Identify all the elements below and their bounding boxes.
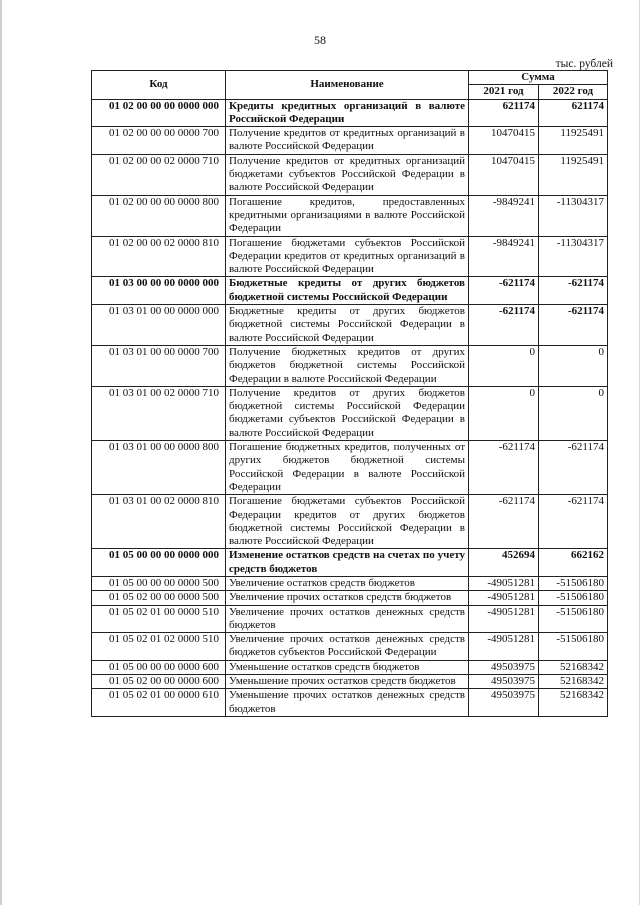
- row-code: 01 05 02 00 00 0000 600: [92, 675, 226, 689]
- row-value-2022: 52168342: [539, 660, 608, 674]
- table-row: [92, 675, 608, 689]
- row-name: Погашение бюджетами субъектов Российской Федерации кредитов от других бюджетов бюджетной системы Российской Федерации в валюте Российской Федерации: [226, 495, 469, 549]
- units-label: тыс. рублей: [555, 58, 613, 70]
- row-value-2022: -621174: [539, 305, 608, 346]
- row-name: Получение кредитов от кредитных организаций бюджетами субъектов Российской Федерации в валюте Российской Федерации: [226, 154, 469, 195]
- row-code: 01 02 00 00 00 0000 000: [92, 99, 226, 127]
- row-value-2021: 10470415: [469, 127, 539, 155]
- row-value-2022: -51506180: [539, 633, 608, 661]
- row-value-2022: 0: [539, 345, 608, 386]
- row-value-2021: 621174: [469, 99, 539, 127]
- table-body: [92, 99, 608, 716]
- row-name: Бюджетные кредиты от других бюджетов бюджетной системы Российской Федерации в валюте Российской Федерации: [226, 305, 469, 346]
- table-row: [92, 591, 608, 605]
- row-code: 01 02 00 00 00 0000 700: [92, 127, 226, 155]
- row-value-2022: 11925491: [539, 127, 608, 155]
- row-value-2022: 11925491: [539, 154, 608, 195]
- table-row: [92, 277, 608, 305]
- row-value-2021: 0: [469, 386, 539, 440]
- table-row: [92, 660, 608, 674]
- table-row: [92, 386, 608, 440]
- row-value-2021: 49503975: [469, 689, 539, 717]
- row-code: 01 05 00 00 00 0000 000: [92, 549, 226, 577]
- table-row: [92, 154, 608, 195]
- row-value-2022: -621174: [539, 441, 608, 495]
- row-name: Уменьшение прочих остатков денежных средств бюджетов: [226, 689, 469, 717]
- table-row: [92, 633, 608, 661]
- row-value-2022: 52168342: [539, 689, 608, 717]
- row-code: 01 05 00 00 00 0000 600: [92, 660, 226, 674]
- row-name: Уменьшение прочих остатков средств бюджетов: [226, 675, 469, 689]
- row-name: Увеличение остатков средств бюджетов: [226, 576, 469, 590]
- row-code: 01 03 00 00 00 0000 000: [92, 277, 226, 305]
- table-row: [92, 127, 608, 155]
- row-value-2021: -9849241: [469, 195, 539, 236]
- header-sum: Сумма: [469, 71, 608, 85]
- row-name: Кредиты кредитных организаций в валюте Российской Федерации: [226, 99, 469, 127]
- row-value-2022: 0: [539, 386, 608, 440]
- row-name: Погашение бюджетами субъектов Российской Федерации кредитов от кредитных организаций в валюте Российской Федерации: [226, 236, 469, 277]
- row-value-2021: 452694: [469, 549, 539, 577]
- row-value-2022: -621174: [539, 277, 608, 305]
- row-code: 01 03 01 00 00 0000 800: [92, 441, 226, 495]
- row-value-2022: -51506180: [539, 605, 608, 633]
- row-value-2022: -51506180: [539, 576, 608, 590]
- row-value-2021: -621174: [469, 277, 539, 305]
- header-code: Код: [92, 71, 226, 100]
- row-value-2021: -49051281: [469, 633, 539, 661]
- table-row: [92, 605, 608, 633]
- row-code: 01 03 01 00 02 0000 810: [92, 495, 226, 549]
- row-value-2021: 0: [469, 345, 539, 386]
- page-number: 58: [314, 33, 326, 47]
- row-name: Погашение кредитов, предоставленных кредитными организациями в валюте Российской Федерации: [226, 195, 469, 236]
- table-row: [92, 689, 608, 717]
- row-name: Получение кредитов от других бюджетов бюджетной системы Российской Федерации бюджетами субъектов Российской Федерации в валюте Российской Федерации: [226, 386, 469, 440]
- row-name: Бюджетные кредиты от других бюджетов бюджетной системы Российской Федерации: [226, 277, 469, 305]
- table-row: [92, 495, 608, 549]
- table-row: [92, 195, 608, 236]
- table-row: [92, 236, 608, 277]
- table-row: [92, 549, 608, 577]
- row-code: 01 05 02 01 00 0000 610: [92, 689, 226, 717]
- row-value-2021: -621174: [469, 305, 539, 346]
- scan-edge-left: [0, 0, 2, 905]
- table-row: [92, 345, 608, 386]
- row-code: 01 03 01 00 00 0000 000: [92, 305, 226, 346]
- row-value-2022: 662162: [539, 549, 608, 577]
- row-code: 01 03 01 00 02 0000 710: [92, 386, 226, 440]
- header-year-2022: 2022 год: [539, 85, 608, 99]
- table-row: [92, 305, 608, 346]
- row-value-2021: 49503975: [469, 675, 539, 689]
- row-name: Погашение бюджетных кредитов, полученных от других бюджетов бюджетной системы Российской Федерации в валюте Российской Федерации: [226, 441, 469, 495]
- header-year-2021: 2021 год: [469, 85, 539, 99]
- budget-table: [91, 70, 608, 717]
- table-header: [92, 71, 608, 100]
- row-code: 01 03 01 00 00 0000 700: [92, 345, 226, 386]
- row-name: Изменение остатков средств на счетах по учету средств бюджетов: [226, 549, 469, 577]
- row-code: 01 02 00 00 00 0000 800: [92, 195, 226, 236]
- row-code: 01 05 02 01 00 0000 510: [92, 605, 226, 633]
- row-code: 01 05 02 01 02 0000 510: [92, 633, 226, 661]
- row-code: 01 05 02 00 00 0000 500: [92, 591, 226, 605]
- row-name: Получение бюджетных кредитов от других бюджетов бюджетной системы Российской Федерации в валюте Российской Федерации: [226, 345, 469, 386]
- row-value-2021: -621174: [469, 441, 539, 495]
- row-value-2022: -11304317: [539, 195, 608, 236]
- row-name: Увеличение прочих остатков денежных средств бюджетов субъектов Российской Федерации: [226, 633, 469, 661]
- row-name: Увеличение прочих остатков денежных средств бюджетов: [226, 605, 469, 633]
- row-value-2022: -51506180: [539, 591, 608, 605]
- row-value-2021: -49051281: [469, 576, 539, 590]
- row-value-2021: -9849241: [469, 236, 539, 277]
- row-value-2022: -11304317: [539, 236, 608, 277]
- row-code: 01 02 00 00 02 0000 810: [92, 236, 226, 277]
- row-code: 01 05 00 00 00 0000 500: [92, 576, 226, 590]
- row-value-2022: -621174: [539, 495, 608, 549]
- row-value-2021: -49051281: [469, 591, 539, 605]
- row-value-2021: 49503975: [469, 660, 539, 674]
- row-code: 01 02 00 00 02 0000 710: [92, 154, 226, 195]
- row-name: Получение кредитов от кредитных организаций в валюте Российской Федерации: [226, 127, 469, 155]
- row-name: Уменьшение остатков средств бюджетов: [226, 660, 469, 674]
- row-value-2022: 621174: [539, 99, 608, 127]
- row-name: Увеличение прочих остатков средств бюджетов: [226, 591, 469, 605]
- row-value-2021: -49051281: [469, 605, 539, 633]
- row-value-2021: -621174: [469, 495, 539, 549]
- row-value-2022: 52168342: [539, 675, 608, 689]
- header-name: Наименование: [226, 71, 469, 100]
- table-row: [92, 576, 608, 590]
- row-value-2021: 10470415: [469, 154, 539, 195]
- table-row: [92, 441, 608, 495]
- table-row: [92, 99, 608, 127]
